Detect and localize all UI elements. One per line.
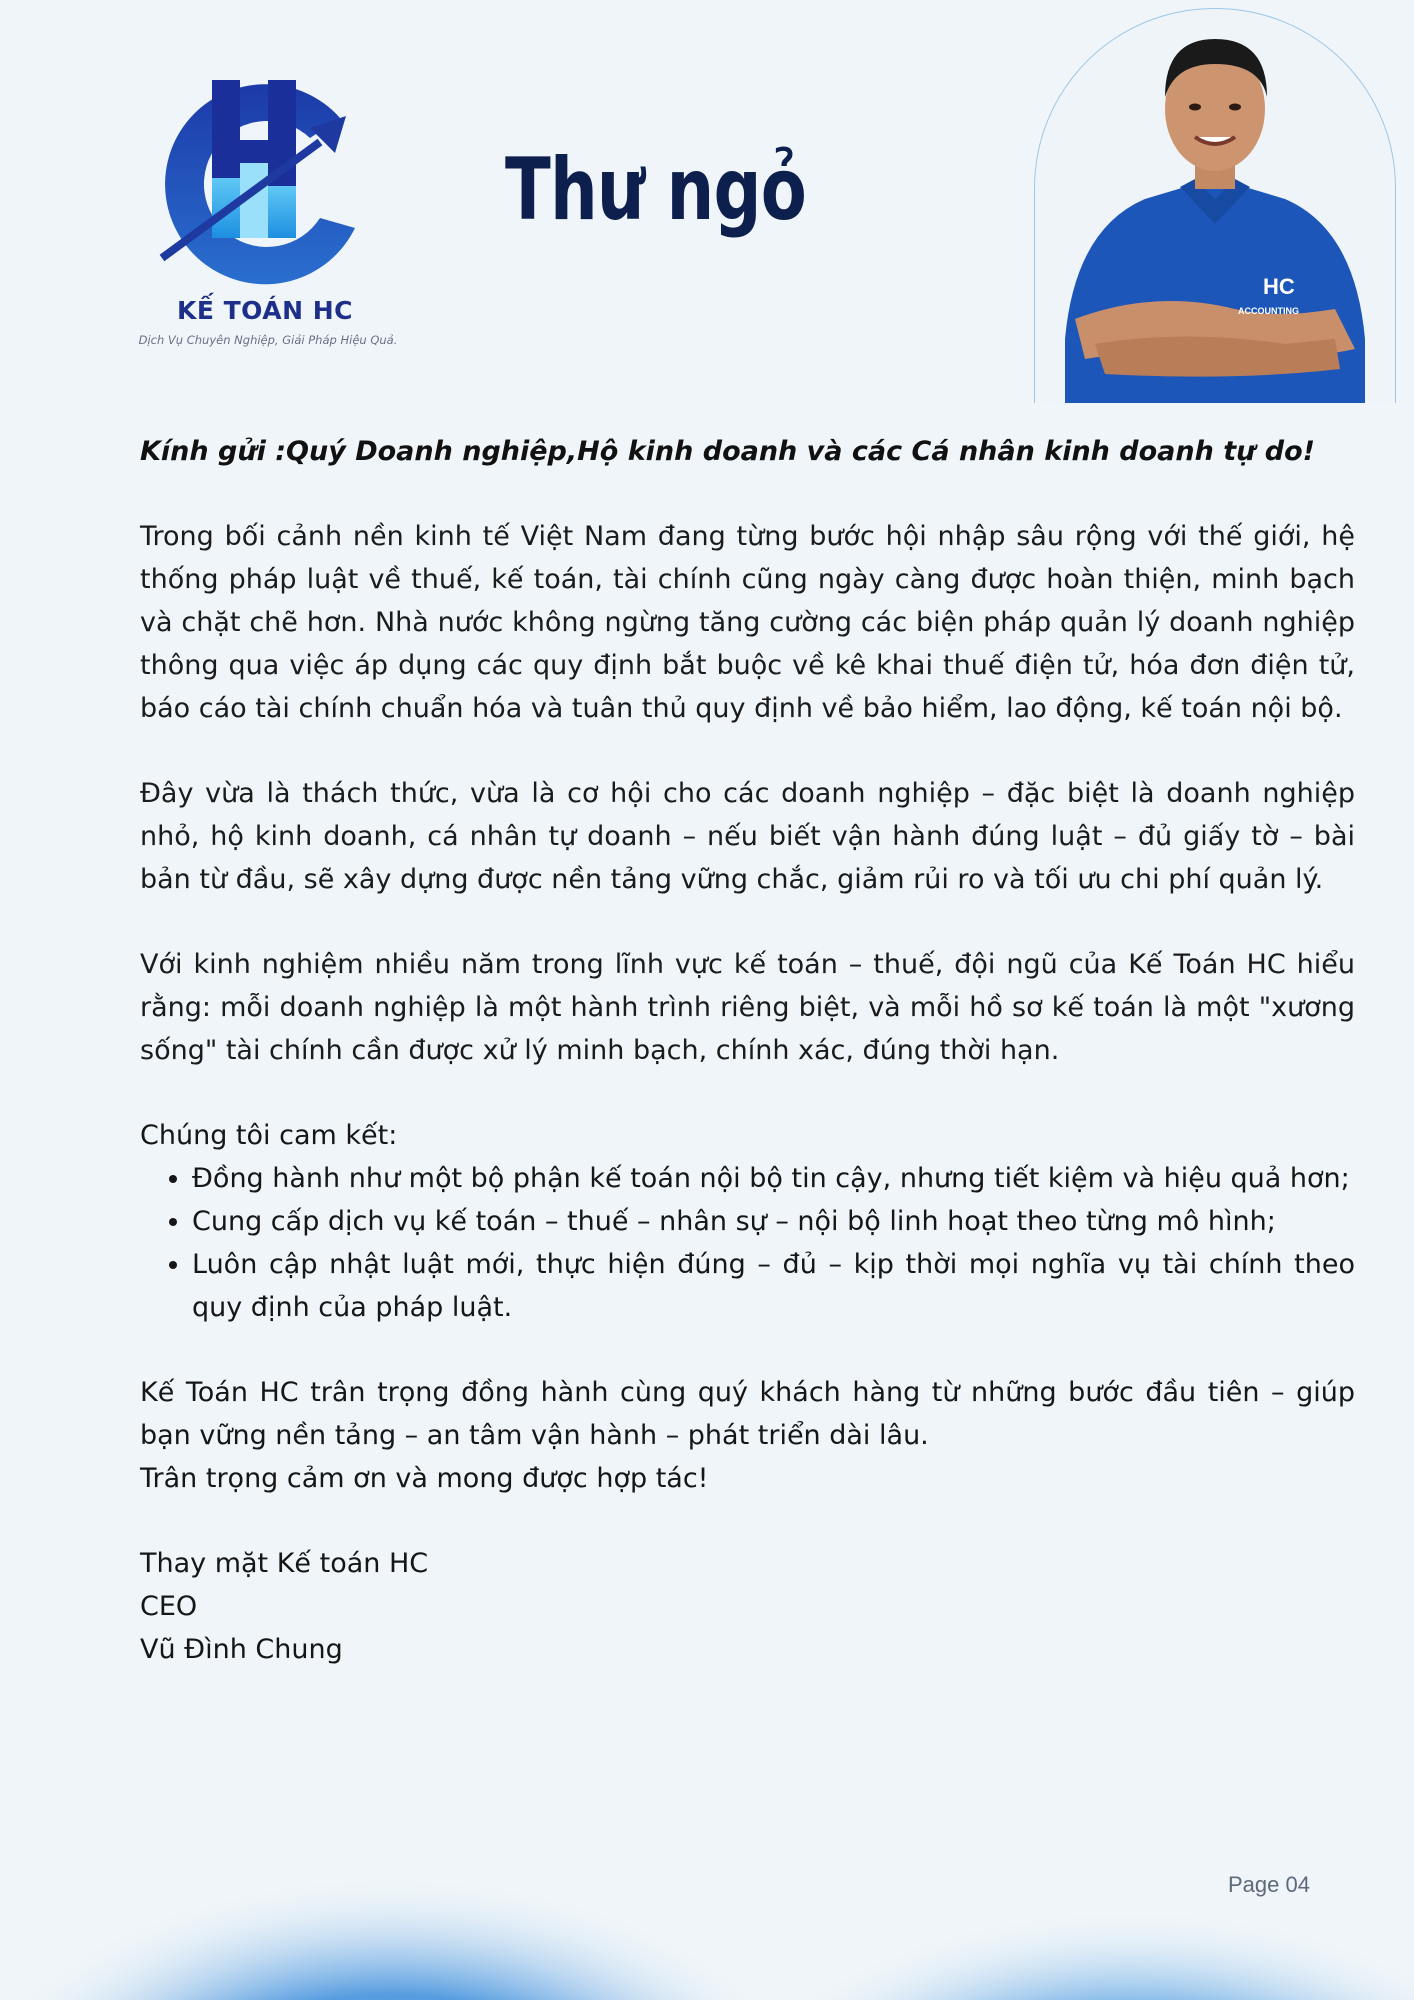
- paragraph-opportunity: Đây vừa là thách thức, vừa là cơ hội cho các doanh nghiệp – đặc biệt là doanh nghiệp nhỏ, hộ kinh doanh, cá nhân tự doanh – nếu biết vận hành đúng luật – đủ giấy tờ – bài bản từ đầu, sẽ xây dựng được nền tảng vững chắc, giảm rủi ro và tối ưu chi phí quản lý.: [140, 778, 1355, 895]
- person-photo-icon: [1035, 9, 1395, 403]
- letter-body: [140, 430, 1355, 1671]
- company-logo: [138, 58, 398, 358]
- commitment-item: • Đồng hành như một bộ phận kế toán nội bộ tin cậy, nhưng tiết kiệm và hiệu quả hơn;: [192, 1157, 1355, 1200]
- commitments-list: [140, 1157, 1355, 1329]
- thanks-line: Trân trọng cảm ơn và mong được hợp tác!: [140, 1463, 709, 1494]
- paragraph-context: Trong bối cảnh nền kinh tế Việt Nam đang từng bước hội nhập sâu rộng với thế giới, hệ thống pháp luật về thuế, kế toán, tài chính cũng ngày càng được hoàn thiện, minh bạch và chặt chẽ hơn. Nhà nước không ngừng tăng cường các biện pháp quản lý doanh nghiệp thông qua việc áp dụng các quy định bắt buộc về kê khai thuế điện tử, hóa đơn điện tử, báo cáo tài chính chuẩn hóa và tuân thủ quy định về bảo hiểm, lao động, kế toán nội bộ.: [140, 521, 1355, 724]
- logo-company-name: KẾ TOÁN HC: [176, 296, 354, 325]
- hc-logo-mark-icon: [140, 58, 390, 293]
- closing: [140, 1371, 1355, 1500]
- logo-tagline: Dịch Vụ Chuyên Nghiệp, Giải Pháp Hiệu Quả.: [138, 333, 398, 347]
- decorative-blobs: [0, 1760, 1414, 2000]
- page-number: Page 04: [1228, 1872, 1310, 1897]
- signature-on-behalf: Thay mặt Kế toán HC: [140, 1548, 429, 1579]
- commitments-label: Chúng tôi cam kết:: [140, 1120, 398, 1151]
- commitment-item: • Cung cấp dịch vụ kế toán – thuế – nhân sự – nội bộ linh hoạt theo từng mô hình;: [192, 1200, 1355, 1243]
- shirt-sub-text: ACCOUNTING: [1238, 306, 1299, 316]
- commitment-item: • Luôn cập nhật luật mới, thực hiện đúng – đủ – kịp thời mọi nghĩa vụ tài chính theo quy định của pháp luật.: [192, 1243, 1355, 1329]
- paragraph-experience: Với kinh nghiệm nhiều năm trong lĩnh vực kế toán – thuế, đội ngũ của Kế Toán HC hiểu rằng: mỗi doanh nghiệp là một hành trình riêng biệt, và mỗi hồ sơ kế toán là một "xương sống" tài chính cần được xử lý minh bạch, chính xác, đúng thời hạn.: [140, 949, 1355, 1066]
- signature-name: Vũ Đình Chung: [140, 1634, 343, 1665]
- closing-line: Kế Toán HC trân trọng đồng hành cùng quý khách hàng từ những bước đầu tiên – giúp bạn vững nền tảng – an tâm vận hành – phát triển dài lâu.: [140, 1377, 1355, 1451]
- salutation: Kính gửi :Quý Doanh nghiệp,Hộ kinh doanh và các Cá nhân kinh doanh tự do!: [140, 436, 1315, 467]
- signature-position: CEO: [140, 1591, 198, 1622]
- shirt-brand-text: HC: [1263, 274, 1295, 299]
- ceo-portrait: [1034, 8, 1396, 403]
- page-title: Thư ngỏ: [505, 140, 807, 240]
